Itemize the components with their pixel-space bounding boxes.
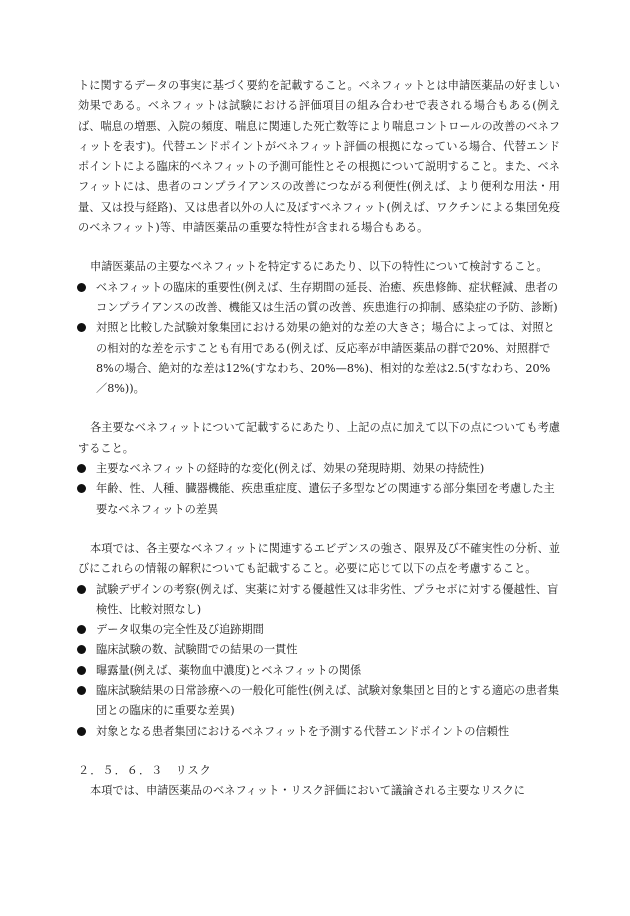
bullet-icon	[77, 625, 86, 634]
document-page	[78, 76, 560, 802]
list-item: 曝露量(例えば、薬物血中濃度)とベネフィットの関係	[78, 661, 560, 681]
section2-lead: 各主要なベネフィットについて記載するにあたり、上記の点に加えて以下の点についても考慮すること。	[78, 421, 560, 455]
list-item: 試験デザインの考察(例えば、実薬に対する優越性又は非劣性、プラセボに対する優越性、盲検性、比較対照なし)	[78, 580, 560, 621]
bullet-icon	[77, 727, 86, 736]
bullet-icon	[77, 323, 86, 332]
section1-lead: 申請医薬品の主要なベネフィットを特定するにあたり、以下の特性について検討すること。	[90, 260, 548, 274]
list-item: 年齢、性、人種、臓器機能、疾患重症度、遺伝子多型などの関連する部分集団を考慮した主要なベネフィットの差異	[78, 479, 560, 520]
bullet-icon	[77, 686, 86, 695]
list-item: 主要なベネフィットの経時的な変化(例えば、効果の発現時期、効果の持続性)	[78, 459, 560, 479]
bullet-icon	[77, 283, 86, 292]
bullet-icon	[77, 645, 86, 654]
section3-bullet-list	[78, 580, 560, 742]
bullet-icon	[77, 666, 86, 675]
list-item: 臨床試験結果の日常診療への一般化可能性(例えば、試験対象集団と目的とする適応の患者集団との臨床的に重要な差異)	[78, 681, 560, 722]
list-item: 臨床試験の数、試験間での結果の一貫性	[78, 640, 560, 660]
list-item: 対象となる患者集団におけるベネフィットを予測する代替エンドポイントの信頼性	[78, 722, 560, 742]
bullet-icon	[77, 585, 86, 594]
bullet-icon	[77, 464, 86, 473]
section1-bullet-list	[78, 278, 560, 400]
bullet-icon	[77, 484, 86, 493]
list-item: 対照と比較した試験対象集団における効果の絶対的な差の大きさ；場合によっては、対照との相対的な差を示すことも有用である(例えば、反応率が申請医薬品の群で20%、対照群で8%の場合、絶対的な差は12%(すなわち、20%—8%)、相対的な差は2.5(すなわち、20%／8%))。	[78, 318, 560, 399]
risk-section-heading: ２．５．６．３ リスク	[78, 763, 212, 777]
risk-section-lead: 本項では、申請医薬品のベネフィット・リスク評価において議論される主要なリスクに	[90, 784, 525, 798]
list-item: データ収集の完全性及び追跡期間	[78, 620, 560, 640]
intro-paragraph: トに関するデータの事実に基づく要約を記載すること。ベネフィットとは申請医薬品の好ましい効果である。ベネフィットは試験における評価項目の組み合わせで表される場合もある(例えば、喘息の増悪、入院の頻度、喘息に関連した死亡数等により喘息コントロールの改善のベネフィットを表す)。代替エンドポイントがベネフィット評価の根拠になっている場合、代替エンドポイントによる臨床的ベネフィットの予測可能性とその根拠について説明すること。また、ベネフィットには、患者のコンプライアンスの改善につながる利便性(例えば、より便利な用法・用量、又は投与経路)、又は患者以外の人に及ぼすベネフィット(例えば、ワクチンによる集団免疫のベネフィット)等、申請医薬品の重要な特性が含まれる場合もある。	[78, 79, 560, 235]
section2-bullet-list	[78, 459, 560, 520]
section3-lead: 本項では、各主要なベネフィットに関連するエビデンスの強さ、限界及び不確実性の分析、並びにこれらの情報の解釈についても記載すること。必要に応じて以下の点を考慮すること。	[78, 541, 560, 576]
list-item: ベネフィットの臨床的重要性(例えば、生存期間の延長、治癒、疾患修飾、症状軽減、患者のコンプライアンスの改善、機能又は生活の質の改善、疾患進行の抑制、感染症の予防、診断)	[78, 278, 560, 319]
